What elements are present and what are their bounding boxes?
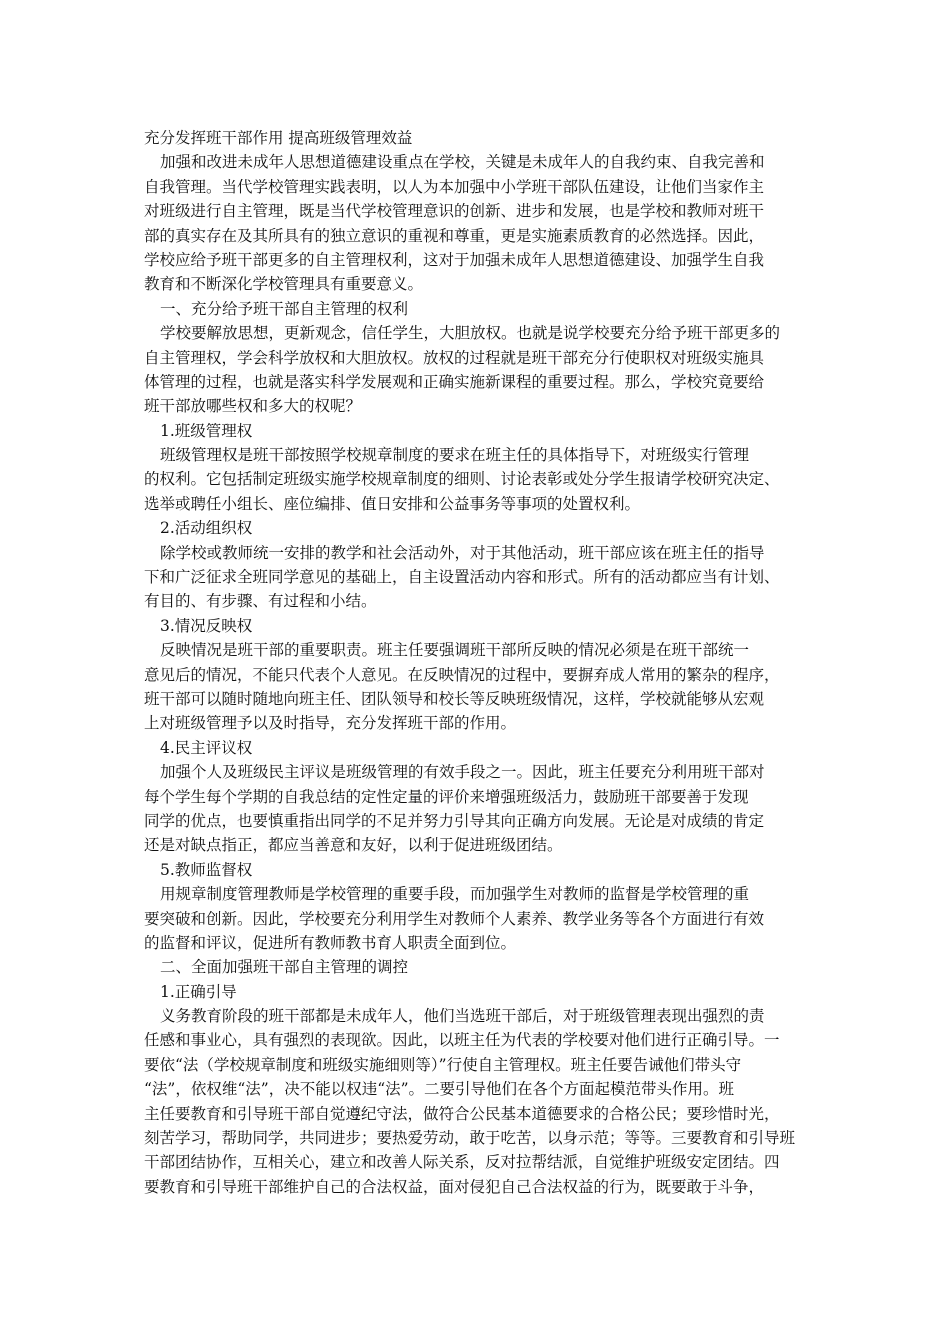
paragraph-line: 义务教育阶段的班干部都是未成年人，他们当选班干部后，对于班级管理表现出强烈的责 bbox=[160, 1007, 765, 1026]
paragraph-line: 班干部放哪些权和多大的权呢？ bbox=[144, 397, 362, 416]
paragraph-line: 反映情况是班干部的重要职责。班主任要强调班干部所反映的情况必须是在班干部统一 bbox=[160, 641, 750, 660]
paragraph-line: 要依“法（学校规章制度和班级实施细则等）”行使自主管理权。班主任要告诫他们带头守 bbox=[144, 1055, 742, 1074]
subsection-heading: 1.班级管理权 bbox=[160, 421, 253, 440]
paragraph-line: 对班级进行自主管理，既是当代学校管理意识的创新、进步和发展，也是学校和教师对班干 bbox=[144, 202, 765, 221]
paragraph-line: 加强个人及班级民主评议是班级管理的有效手段之一。因此，班主任要充分利用班干部对 bbox=[160, 763, 765, 782]
paragraph-line: 刻苦学习，帮助同学，共同进步；要热爱劳动，敢于吃苦，以身示范；等等。三要教育和引导班 bbox=[144, 1129, 796, 1148]
paragraph-line: 除学校或教师统一安排的教学和社会活动外，对于其他活动，班干部应该在班主任的指导 bbox=[160, 543, 765, 562]
paragraph-line: 学校要解放思想，更新观念，信任学生，大胆放权。也就是说学校要充分给予班干部更多的 bbox=[160, 324, 781, 343]
subsection-heading: 3.情况反映权 bbox=[160, 616, 253, 635]
subsection-heading: 4.民主评议权 bbox=[160, 738, 253, 757]
paragraph-line: “法”，依权维“法”，决不能以权违“法”。二要引导他们在各个方面起模范带头作用。班 bbox=[144, 1080, 735, 1099]
paragraph-line: 要教育和引导班干部维护自己的合法权益，面对侵犯自己合法权益的行为，既要敢于斗争， bbox=[144, 1177, 765, 1196]
paragraph-line: 部的真实存在及其所具有的独立意识的重视和尊重，更是实施素质教育的必然选择。因此， bbox=[144, 226, 765, 245]
paragraph-line: 自我管理。当代学校管理实践表明，以人为本加强中小学班干部队伍建设，让他们当家作主 bbox=[144, 177, 765, 196]
paragraph-line: 主任要教育和引导班干部自觉遵纪守法，做符合公民基本道德要求的合格公民；要珍惜时光， bbox=[144, 1104, 780, 1123]
document-title: 充分发挥班干部作用 提高班级管理效益 bbox=[144, 129, 413, 147]
subsection-heading: 5.教师监督权 bbox=[160, 860, 253, 879]
paragraph-line: 要突破和创新。因此，学校要充分利用学生对教师个人素养、教学业务等各个方面进行有效 bbox=[144, 909, 765, 928]
section-heading: 二、全面加强班干部自主管理的调控 bbox=[160, 958, 409, 977]
paragraph-line: 的监督和评议，促进所有教师教书育人职责全面到位。 bbox=[144, 933, 517, 952]
paragraph-line: 班干部可以随时随地向班主任、团队领导和校长等反映班级情况，这样，学校就能够从宏观 bbox=[144, 689, 765, 708]
paragraph-line: 任感和事业心，具有强烈的表现欲。因此，以班主任为代表的学校要对他们进行正确引导。一 bbox=[144, 1031, 780, 1050]
subsection-heading: 2.活动组织权 bbox=[160, 519, 253, 538]
paragraph-line: 下和广泛征求全班同学意见的基础上，自主设置活动内容和形式。所有的活动都应当有计划、 bbox=[144, 568, 780, 587]
paragraph-line: 体管理的过程，也就是落实科学发展观和正确实施新课程的重要过程。那么，学校究竟要给 bbox=[144, 372, 765, 391]
document-page bbox=[144, 126, 818, 1199]
paragraph-line: 上对班级管理予以及时指导，充分发挥班干部的作用。 bbox=[144, 714, 517, 733]
paragraph-line: 每个学生每个学期的自我总结的定性定量的评价来增强班级活力，鼓励班干部要善于发现 bbox=[144, 787, 749, 806]
paragraph-line: 加强和改进未成年人思想道德建设重点在学校，关键是未成年人的自我约束、自我完善和 bbox=[160, 153, 765, 172]
paragraph-line: 的权利。它包括制定班级实施学校规章制度的细则、讨论表彰或处分学生报请学校研究决定、 bbox=[144, 470, 780, 489]
paragraph-line: 用规章制度管理教师是学校管理的重要手段，而加强学生对教师的监督是学校管理的重 bbox=[160, 885, 750, 904]
section-heading: 一、充分给予班干部自主管理的权利 bbox=[160, 299, 409, 318]
paragraph-line: 意见后的情况，不能只代表个人意见。在反映情况的过程中，要摒弃成人常用的繁杂的程序， bbox=[144, 665, 780, 684]
paragraph-line: 自主管理权，学会科学放权和大胆放权。放权的过程就是班干部充分行使职权对班级实施具 bbox=[144, 348, 765, 367]
paragraph-line: 班级管理权是班干部按照学校规章制度的要求在班主任的具体指导下，对班级实行管理 bbox=[160, 446, 750, 465]
paragraph-line: 学校应给予班干部更多的自主管理权利，这对于加强未成年人思想道德建设、加强学生自我 bbox=[144, 250, 765, 269]
subsection-heading: 1.正确引导 bbox=[160, 982, 237, 1001]
paragraph-line: 教育和不断深化学校管理具有重要意义。 bbox=[144, 275, 424, 294]
paragraph-line: 选举或聘任小组长、座位编排、值日安排和公益事务等事项的处置权利。 bbox=[144, 494, 641, 513]
paragraph-line: 还是对缺点指正，都应当善意和友好，以利于促进班级团结。 bbox=[144, 836, 563, 855]
paragraph-line: 有目的、有步骤、有过程和小结。 bbox=[144, 592, 377, 611]
paragraph-line: 干部团结协作，互相关心，建立和改善人际关系，反对拉帮结派，自觉维护班级安定团结。四 bbox=[144, 1153, 780, 1172]
paragraph-line: 同学的优点，也要慎重指出同学的不足并努力引导其向正确方向发展。无论是对成绩的肯定 bbox=[144, 811, 765, 830]
